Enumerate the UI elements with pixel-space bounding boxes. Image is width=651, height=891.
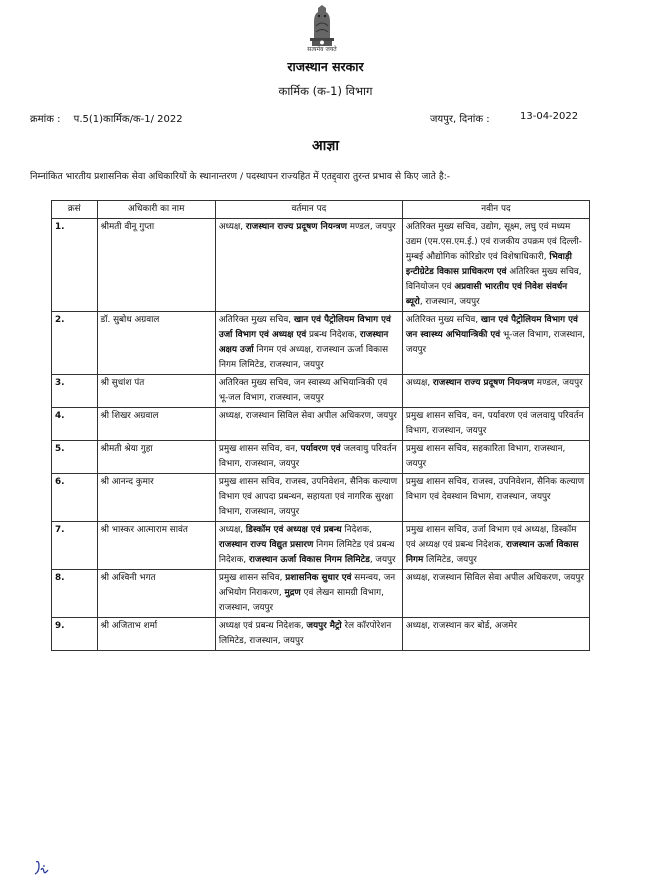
new-post [402, 618, 589, 651]
new-post [402, 312, 589, 375]
handwritten-initial-icon [33, 858, 53, 878]
table-row [52, 408, 590, 441]
post-text: अध्यक्ष, [218, 222, 246, 232]
serial-number: 3. [52, 375, 98, 408]
post-text-bold: पर्यावरण एवं [300, 444, 341, 454]
serial-number: 9. [52, 618, 98, 651]
current-post [215, 312, 402, 375]
post-text: मण्डल, जयपुर [346, 222, 396, 232]
new-post [402, 522, 589, 570]
officer-name: डॉ. सुबोध अग्रवाल [97, 312, 215, 375]
post-text: एवं लेखन सामग्री विभाग, राजस्थान, जयपुर [218, 588, 384, 613]
post-text: प्रमुख शासन सचिव, वन, [218, 444, 301, 454]
post-text-bold: खान एवं पैट्रोलियम विभाग एवं उर्जा विभाग एवं अध्यक्ष एवं [218, 315, 391, 340]
order-intro: निम्नांकित भारतीय प्रशासनिक सेवा अधिकारियों के स्थानान्तरण / पदस्थापन राज्यहित में एतद्द्वारा तुरन्त प्रभाव से किए जाते है:- [30, 171, 451, 182]
department-name: कार्मिक (क-1) विभाग [278, 84, 373, 98]
new-post [402, 570, 589, 618]
table-header-row [52, 201, 590, 219]
post-text-bold: अप्रवासी भारतीय एवं निवेश संवर्धन ब्यूरो [405, 282, 568, 307]
post-text-bold: राजस्थान अक्षय उर्जा [218, 330, 389, 355]
officer-name: श्री आनन्द कुमार [97, 474, 215, 522]
officer-name: श्री भास्कर आत्माराम सावंत [97, 522, 215, 570]
new-post [402, 375, 589, 408]
officer-name: श्री सुधांश पंत [97, 375, 215, 408]
post-text: अतिरिक्त मुख्य सचिव, उद्योग, सूक्ष्म, लघु एवं मध्यम उद्यम (एम.एस.एम.ई.) एवं राजकीय उपक्रम एवं दिल्ली-मुम्बई औद्योगिक कोरिडोर एवं विशेषाधिकारी, [405, 222, 582, 262]
new-post [402, 474, 589, 522]
post-text: जलवायु परिवर्तन विभाग, राजस्थान, जयपुर [218, 444, 397, 469]
post-text: प्रमुख शासन सचिव, [218, 573, 286, 583]
post-text: , जयपुर [369, 555, 396, 565]
post-text-bold: राजस्थान राज्य प्रदूषण नियन्त्रण [245, 222, 347, 232]
post-text: अध्यक्ष, [218, 525, 246, 535]
state-emblem-icon [298, 2, 346, 50]
reference-label: क्रमांक : [30, 114, 61, 125]
post-text: निगम लिमिटेड एवं प्रबन्ध निदेशक, [218, 540, 395, 565]
post-text: अतिरिक्त मुख्य सचिव, [218, 315, 294, 325]
post-text-bold: प्रशासनिक सुधार एवं [285, 573, 352, 583]
table-row [52, 375, 590, 408]
post-text: प्रमुख शासन सचिव, राजस्व, उपनिवेशन, सैनिक कल्याण विभाग एवं आपदा प्रबन्धन, सहायता एवं नागरिक सुरक्षा विभाग, राजस्थान, जयपुर [218, 477, 398, 517]
post-text: प्रबन्ध निदेशक, [306, 330, 360, 340]
serial-number: 2. [52, 312, 98, 375]
officer-name: श्रीमती वीनू गुप्ता [97, 219, 215, 312]
post-text: अध्यक्ष एवं प्रबन्ध निदेशक, [218, 621, 307, 631]
current-post [215, 474, 402, 522]
new-post [402, 408, 589, 441]
government-name: राजस्थान सरकार [287, 59, 364, 74]
post-text-bold: राजस्थान ऊर्जा विकास निगम [405, 540, 579, 565]
post-text: रेल कॉरपोरेशन लिमिटेड, राजस्थान, जयपुर [218, 621, 392, 646]
current-post [215, 441, 402, 474]
current-post [215, 219, 402, 312]
post-text-bold: मुद्रण [284, 588, 301, 598]
current-post [215, 618, 402, 651]
current-post [215, 375, 402, 408]
post-text-bold: राजस्थान राज्य प्रदूषण नियन्त्रण [432, 378, 535, 388]
post-text: लिमिटेड, जयपुर [423, 555, 477, 565]
post-text: अध्यक्ष, [405, 378, 433, 388]
post-text: अतिरिक्त मुख्य सचिव, [405, 315, 481, 325]
post-text: भू-जल विभाग, राजस्थान, जयपुर [405, 330, 586, 355]
officer-name: श्री अश्विनी भगत [97, 570, 215, 618]
table-row [52, 570, 590, 618]
emblem-motto: सत्यमेव जयते [307, 46, 337, 53]
serial-number: 8. [52, 570, 98, 618]
serial-number: 1. [52, 219, 98, 312]
post-text-bold: खान एवं पैट्रोलियम विभाग एवं जन स्वास्थ्य अभियान्त्रिकी एवं [405, 315, 578, 340]
reference-line [30, 111, 183, 125]
table-row [52, 522, 590, 570]
post-text: अतिरिक्त मुख्य सचिव, जन स्वास्थ्य अभियान्त्रिकी एवं भू-जल विभाग, राजस्थान, जयपुर [218, 378, 388, 403]
transfer-table [51, 200, 590, 651]
post-text: प्रमुख शासन सचिव, उर्जा विभाग एवं अध्यक्ष, डिस्कॉम एवं अध्यक्ष एवं प्रबन्ध निदेशक, [405, 525, 577, 550]
header-serial: क्रसं [52, 201, 98, 219]
serial-number: 5. [52, 441, 98, 474]
new-post [402, 441, 589, 474]
post-text: अतिरिक्त मुख्य सचिव, विनियोजन एवं [405, 267, 582, 292]
post-text-bold: राजस्थान ऊर्जा विकास निगम लिमिटेड [248, 555, 370, 565]
post-text: मण्डल, जयपुर [534, 378, 583, 388]
post-text-bold: राजस्थान राज्य विद्युत प्रसारण [218, 540, 314, 550]
post-text: प्रमुख शासन सचिव, राजस्व, उपनिवेशन, सैनिक कल्याण विभाग एवं देवस्थान विभाग, राजस्थान, जयपुर [405, 477, 585, 502]
post-text-bold: डिस्कॉम एवं अध्यक्ष एवं प्रबन्ध [245, 525, 342, 535]
reference-number: प.5(1)कार्मिक/क-1/ 2022 [73, 114, 183, 125]
current-post [215, 570, 402, 618]
current-post [215, 522, 402, 570]
table-row [52, 441, 590, 474]
post-text-bold: भिवाड़ी इन्टीग्रेटेड विकास प्राधिकरण एवं [405, 252, 572, 277]
order-title: आज्ञा [312, 138, 339, 154]
officer-name: श्रीमती श्रेया गुहा [97, 441, 215, 474]
header-officer-name: अधिकारी का नाम [97, 201, 215, 219]
post-text: प्रमुख शासन सचिव, सहकारिता विभाग, राजस्थान, जयपुर [405, 444, 566, 469]
header-current-post: वर्तमान पद [215, 201, 402, 219]
current-post [215, 408, 402, 441]
table-row [52, 312, 590, 375]
post-text: निगम एवं अध्यक्ष, राजस्थान ऊर्जा विकास निगम लिमिटेड, राजस्थान, जयपुर [218, 345, 389, 370]
post-text: अध्यक्ष, राजस्थान कर बोर्ड, अजमेर [405, 621, 518, 631]
table-row [52, 219, 590, 312]
post-text: निदेशक, [341, 525, 372, 535]
order-date: 13-04-2022 [520, 111, 579, 122]
post-text: अध्यक्ष, राजस्थान सिविल सेवा अपील अधिकरण, जयपुर [218, 411, 397, 421]
serial-number: 4. [52, 408, 98, 441]
serial-number: 6. [52, 474, 98, 522]
table-row [52, 474, 590, 522]
post-text: , राजस्थान, जयपुर [419, 297, 480, 307]
post-text: समन्वय, जन अभियोग निराकरण, [218, 573, 396, 598]
post-text-bold: जयपुर मैट्रो [306, 621, 342, 631]
table-row [52, 618, 590, 651]
place-date-label: जयपुर, दिनांक : [430, 114, 490, 125]
officer-name: श्री अजिताभ शर्मा [97, 618, 215, 651]
post-text: प्रमुख शासन सचिव, वन, पर्यावरण एवं जलवायु परिवर्तन विभाग, राजस्थान, जयपुर [405, 411, 584, 436]
new-post [402, 219, 589, 312]
serial-number: 7. [52, 522, 98, 570]
officer-name: श्री शिखर अग्रवाल [97, 408, 215, 441]
header-new-post: नवीन पद [402, 201, 589, 219]
post-text: अध्यक्ष, राजस्थान सिविल सेवा अपील अधिकरण, जयपुर [405, 573, 584, 583]
